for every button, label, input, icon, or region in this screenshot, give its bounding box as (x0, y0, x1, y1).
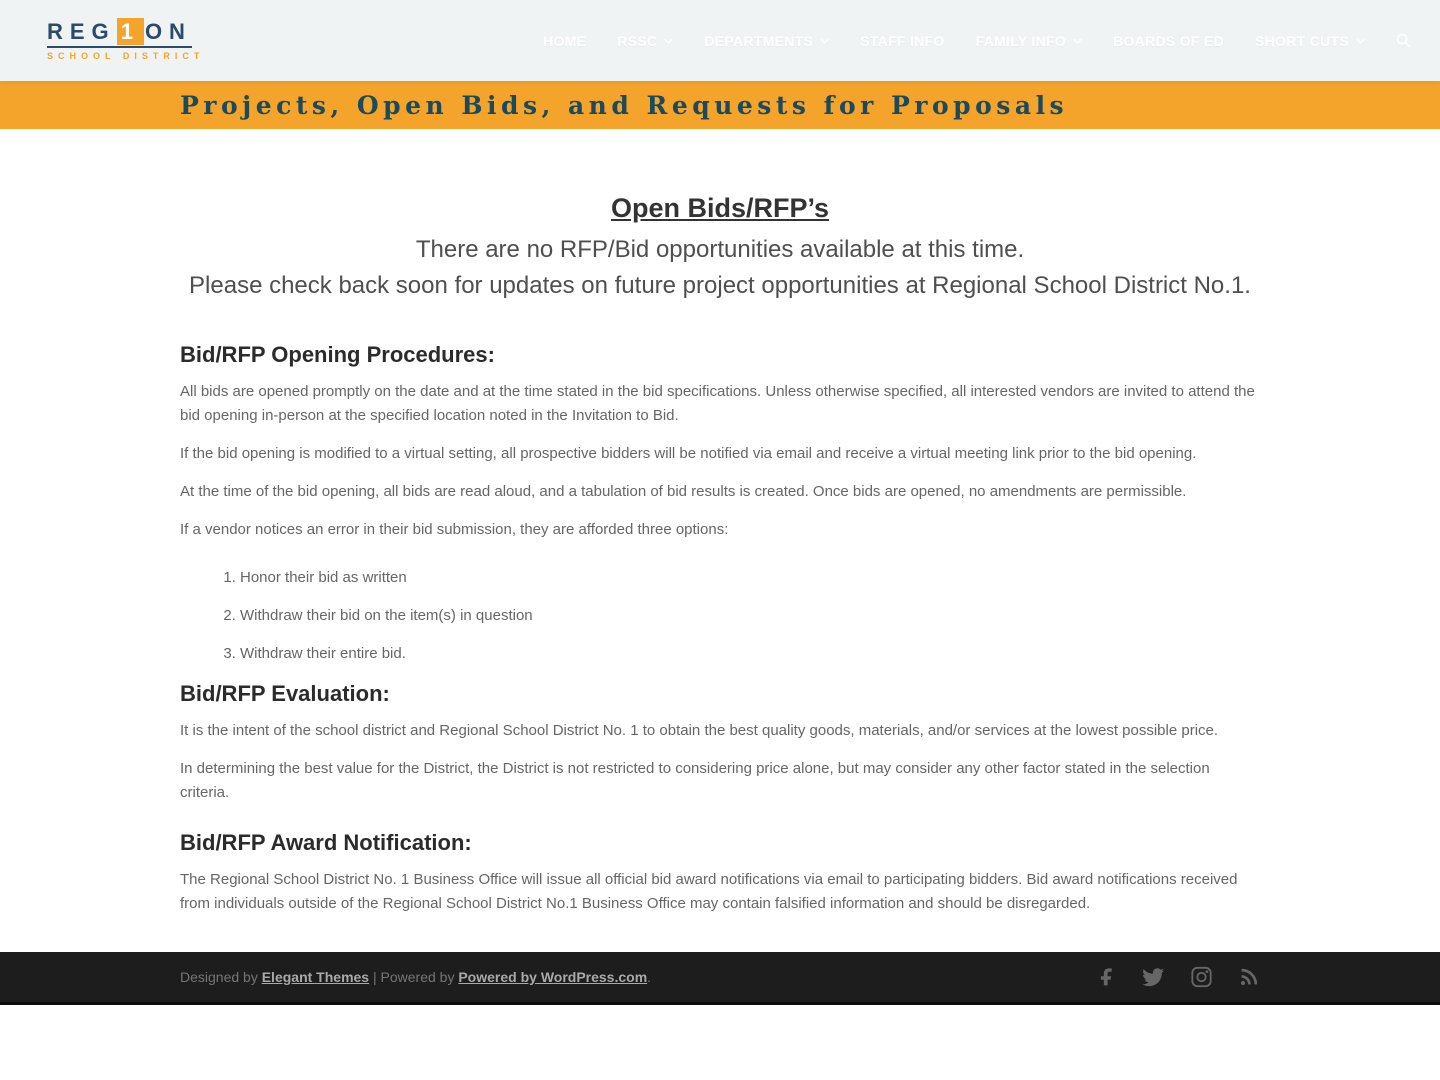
procedures-paragraph-2: If the bid opening is modified to a virtual setting, all prospective bidders will be notified via email and receive a virtual meeting link prior to the bid opening. (180, 445, 1197, 462)
site-logo[interactable] (47, 20, 204, 61)
procedures-paragraph-3: At the time of the bid opening, all bids are read aloud, and a tabulation of bid results is created. Once bids are opened, no amendments are permissible. (180, 483, 1187, 500)
chevron-down-icon (1073, 38, 1082, 44)
evaluation-paragraph-2: In determining the best value for the District, the District is not restricted to considering price alone, but may consider any other factor stated in the selection criteria. (180, 760, 1210, 801)
main-nav (543, 33, 1365, 49)
twitter-icon[interactable] (1141, 966, 1166, 988)
wordpress-link[interactable]: Powered by WordPress.com (458, 969, 648, 985)
nav-item-label: SHORT CUTS (1255, 32, 1349, 49)
facebook-icon[interactable] (1097, 966, 1117, 988)
logo-post: ON (144, 18, 192, 44)
chevron-down-icon (1356, 38, 1365, 44)
logo-wordmark (47, 20, 192, 48)
chevron-down-icon (820, 38, 829, 44)
main-content (0, 129, 1440, 952)
nav-item-label: STAFF INFO (860, 32, 945, 49)
nav-item-label: HOME (543, 32, 587, 49)
site-header (0, 0, 1440, 81)
procedures-paragraph-1: All bids are opened promptly on the date and at the time stated in the bid specifications. Unless otherwise specified, all interested vendors are invited to attend the bid opening in-person at the specified location noted in the Invitation to Bid. (180, 383, 1255, 424)
award-notification-heading: Bid/RFP Award Notification: (180, 830, 472, 855)
nav-list (543, 33, 1365, 49)
social-icons (1097, 966, 1260, 988)
nav-item-label: DEPARTMENTS (704, 32, 814, 49)
nav-item-home[interactable] (543, 33, 586, 49)
evaluation-paragraph-1: It is the intent of the school district and Regional School District No. 1 to obtain the best quality goods, materials, and/or services at the lowest possible price. (180, 722, 1219, 739)
footer-credits (180, 969, 651, 985)
list-item: 3. Withdraw their entire bid. (240, 642, 1260, 666)
logo-subtitle: SCHOOL DISTRICT (47, 51, 205, 62)
nav-item-boards-of-ed[interactable] (1113, 33, 1224, 49)
nav-item-rssc[interactable] (617, 33, 673, 49)
banner-inner (180, 91, 1260, 120)
page-title-banner (0, 81, 1440, 129)
nav-item-label: RSSC (617, 32, 658, 49)
procedures-paragraph-4: If a vendor notices an error in their bid submission, they are afforded three options: (180, 521, 729, 538)
list-item: 1. Honor their bid as written (240, 566, 1260, 590)
nav-item-departments[interactable] (704, 33, 829, 49)
check-back-text: Please check back soon for updates on future project opportunities at Regional School District No.1. (189, 272, 1251, 299)
nav-item-family-info[interactable] (976, 33, 1082, 49)
period-text: . (647, 969, 652, 985)
nav-item-label: BOARDS OF ED (1113, 32, 1224, 49)
list-item: 2. Withdraw their bid on the item(s) in question (240, 604, 1260, 628)
search-icon[interactable] (1395, 32, 1412, 49)
chevron-down-icon (664, 38, 673, 44)
no-opportunities-text: There are no RFP/Bid opportunities available at this time. (415, 236, 1025, 263)
designed-by-text: Designed by (180, 969, 258, 985)
evaluation-heading: Bid/RFP Evaluation: (180, 681, 390, 706)
logo-pre: REG (47, 18, 116, 44)
instagram-icon[interactable] (1190, 966, 1213, 988)
nav-item-short-cuts[interactable] (1255, 33, 1365, 49)
powered-by-text: | Powered by (372, 969, 455, 985)
nav-item-label: FAMILY INFO (975, 32, 1067, 49)
elegant-themes-link[interactable]: Elegant Themes (261, 969, 370, 985)
site-footer (0, 952, 1440, 1005)
vendor-options-list (180, 566, 1260, 666)
award-paragraph-1: The Regional School District No. 1 Business Office will issue all official bid award notifications via email to participating bidders. Bid award notifications received from individuals outside of the Regional School District No.1 Business Office may contain falsified information and should be disregarded. (180, 871, 1238, 912)
rss-icon[interactable] (1237, 966, 1260, 988)
logo-one-badge: 1 (117, 18, 144, 45)
open-bids-heading: Open Bids/RFP’s (610, 193, 830, 223)
opening-procedures-heading: Bid/RFP Opening Procedures: (180, 342, 495, 367)
nav-item-staff-info[interactable] (860, 33, 944, 49)
page-title: Projects, Open Bids, and Requests for Proposals (180, 90, 1069, 120)
